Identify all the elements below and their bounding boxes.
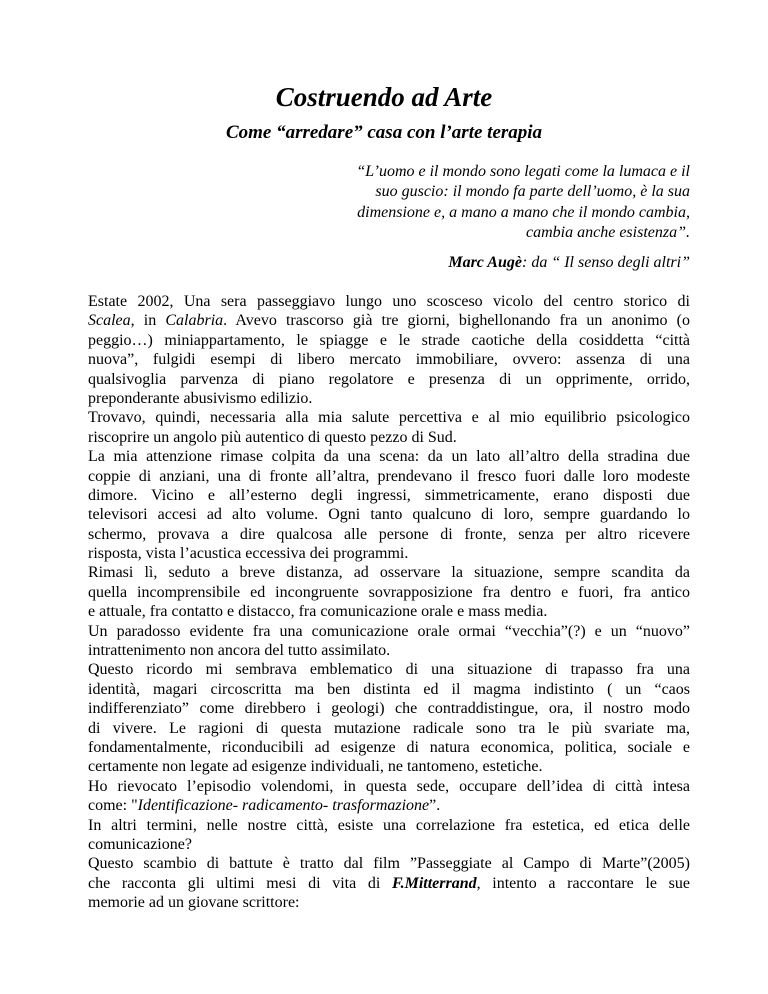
text-segment: La mia attenzione rimase colpita da una scena: da un lato all’altro della stradina due bbox=[88, 448, 690, 466]
text-line bbox=[88, 874, 690, 893]
emphasized-text: Identificazione- radicamento- trasformazione bbox=[137, 797, 430, 815]
text-line bbox=[88, 796, 690, 815]
text-segment: riscoprire un angolo più autentico di questo pezzo di Sud. bbox=[88, 428, 457, 446]
text-segment: , intento a raccontare le sue bbox=[476, 874, 690, 892]
text-segment: Rimasi lì, seduto a breve distanza, ad osservare la situazione, sempre scandita da bbox=[88, 564, 690, 582]
text-line bbox=[88, 738, 690, 757]
text-segment: risposta, vista l’acustica eccessiva dei programmi. bbox=[88, 545, 409, 563]
paragraph bbox=[88, 816, 690, 855]
quote-line: suo guscio: il mondo fa parte dell’uomo, è la sua bbox=[375, 183, 690, 201]
text-line bbox=[88, 447, 690, 466]
text-segment: Trovavo, quindi, necessaria alla mia salute percettiva e al mio equilibrio psicologico bbox=[88, 409, 690, 427]
text-line bbox=[88, 311, 690, 330]
text-segment: Questo ricordo mi sembrava emblematico di una situazione di trapasso fra una bbox=[88, 661, 690, 679]
text-segment: certamente non legate ad esigenze individuali, ne tantomeno, estetiche. bbox=[88, 758, 543, 776]
text-segment: In altri termini, nelle nostre città, esiste una correlazione fra estetica, ed etica delle bbox=[88, 816, 690, 834]
paragraph bbox=[88, 563, 690, 621]
text-line bbox=[88, 719, 690, 738]
paragraph bbox=[88, 660, 690, 776]
text-segment: . Avevo trascorso già tre giorni, bighellonando fra un anonimo (o bbox=[223, 312, 690, 330]
text-line bbox=[88, 699, 690, 718]
text-line bbox=[88, 525, 690, 544]
text-segment: che racconta gli ultimi mesi di vita di bbox=[88, 874, 392, 892]
text-segment: come: " bbox=[88, 797, 138, 815]
text-segment: Ho rievocato l’episodio volendomi, in questa sede, occupare dell’idea di città intesa bbox=[88, 777, 690, 795]
paragraph bbox=[88, 777, 690, 816]
text-line bbox=[88, 680, 690, 699]
text-segment: qualsivoglia parvenza di piano regolatore e presenza di un opprimente, orrido, bbox=[88, 370, 690, 388]
text-line bbox=[88, 350, 690, 369]
text-line bbox=[88, 622, 690, 641]
text-line bbox=[88, 816, 690, 835]
text-line bbox=[88, 563, 690, 582]
text-segment: e attuale, fra contatto e distacco, fra comunicazione orale e mass media. bbox=[88, 603, 548, 621]
paragraph bbox=[88, 622, 690, 661]
text-segment: indifferenziato” come direbbero i geologi) che contraddistingue, ora, il nostro modo bbox=[88, 700, 690, 718]
text-line bbox=[88, 544, 690, 563]
quote-line: dimensione e, a mano a mano che il mondo cambia, bbox=[357, 203, 690, 221]
text-segment: preponderante abusivismo edilizio. bbox=[88, 389, 313, 407]
text-segment: Questo scambio di battute è tratto dal film ”Passeggiate al Campo di Marte”(2005) bbox=[88, 855, 690, 873]
text-segment: nuova”, fulgidi esempi di libero mercato immobiliare, ovvero: assenza di una bbox=[88, 351, 690, 369]
quote-author: Marc Augè bbox=[448, 254, 522, 271]
text-line bbox=[88, 757, 690, 776]
text-line bbox=[88, 505, 690, 524]
text-segment: di vivere. Le ragioni di questa mutazione radicale sono tra le più svariate ma, bbox=[88, 719, 690, 737]
quote-line: “L’uomo e il mondo sono legati come la lumaca e il bbox=[356, 163, 690, 180]
text-line bbox=[88, 660, 690, 679]
text-segment: dimore. Vicino e all’esterno degli ingressi, simmetricamente, erano disposti due bbox=[88, 486, 690, 504]
emphasized-text: Calabria bbox=[165, 312, 224, 330]
epigraph-quote bbox=[356, 162, 690, 243]
text-segment: quella incomprensibile ed incongruente sovrapposizione fra dentro e fuori, fra antico bbox=[88, 583, 690, 601]
paragraph bbox=[88, 292, 690, 408]
text-segment: memorie ad un giovane scrittore: bbox=[88, 894, 300, 912]
text-line bbox=[88, 777, 690, 796]
emphasized-text: Scalea bbox=[88, 312, 131, 330]
document-body bbox=[88, 292, 690, 913]
text-segment: peggio…) miniappartamento, le spiagge e le strade caotiche della cosiddetta “città bbox=[88, 331, 690, 349]
text-line bbox=[88, 641, 690, 660]
document-title: Costruendo ad Arte bbox=[275, 82, 493, 112]
paragraph bbox=[88, 408, 690, 447]
text-line bbox=[88, 428, 690, 447]
text-segment: Un paradosso evidente fra una comunicazione orale ormai “vecchia”(?) e un “nuovo” bbox=[88, 622, 690, 640]
text-segment: schermo, provava a dire qualcosa alle persone di fronte, senza per altro ricevere bbox=[88, 525, 690, 543]
text-line bbox=[88, 835, 690, 854]
text-segment: televisori accesi ad alto volume. Ogni tanto qualcuno di loro, sempre guardando lo bbox=[88, 506, 690, 524]
text-segment: ”. bbox=[429, 797, 441, 815]
text-line bbox=[88, 408, 690, 427]
quote-attribution bbox=[448, 253, 690, 272]
text-segment: intrattenimento non ancora del tutto assimilato. bbox=[88, 642, 391, 660]
emphasized-text: F.Mitterrand bbox=[391, 874, 477, 892]
text-line bbox=[88, 389, 690, 408]
text-line bbox=[88, 467, 690, 486]
text-segment: fondamentalmente, riconducibili ad esigenze di natura economica, politica, sociale e bbox=[88, 738, 690, 756]
document-subtitle: Come “arredare” casa con l’arte terapia bbox=[225, 122, 543, 143]
text-line bbox=[88, 602, 690, 621]
paragraph bbox=[88, 447, 690, 563]
text-segment: , in bbox=[130, 312, 166, 330]
text-segment: coppie di anziani, una di fronte all’altra, prendevano il fresco fuori dalle loro modeste bbox=[88, 467, 690, 485]
quote-source: : da “ Il senso degli altri” bbox=[521, 254, 690, 271]
paragraph bbox=[88, 854, 690, 912]
quote-line: cambia anche esistenza”. bbox=[526, 223, 690, 241]
text-line bbox=[88, 370, 690, 389]
text-line bbox=[88, 292, 690, 311]
text-segment: comunicazione? bbox=[88, 835, 192, 853]
text-line bbox=[88, 893, 690, 912]
text-line bbox=[88, 854, 690, 873]
text-line bbox=[88, 583, 690, 602]
text-segment: identità, magari circoscritta ma ben distinta ed il magma indistinto ( un “caos bbox=[88, 680, 690, 698]
text-segment: Estate 2002, Una sera passeggiavo lungo uno scosceso vicolo del centro storico di bbox=[88, 293, 690, 310]
text-line bbox=[88, 331, 690, 350]
text-line bbox=[88, 486, 690, 505]
